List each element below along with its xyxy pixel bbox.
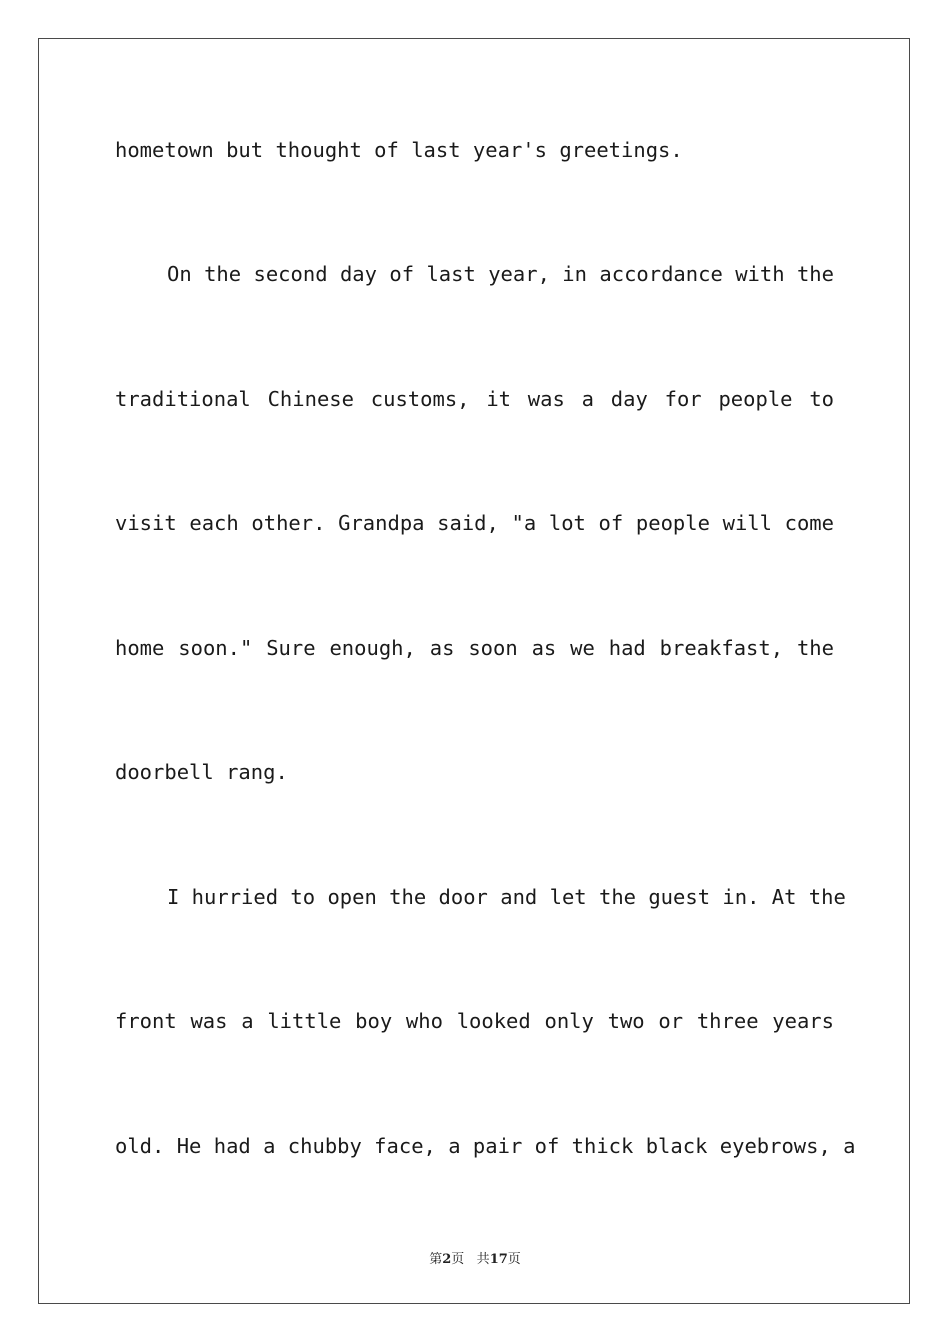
text-line: old. He had a chubby face, a pair of thick black eyebrows, a <box>115 1134 856 1158</box>
text-line: home soon." Sure enough, as soon as we had breakfast, the <box>115 636 834 660</box>
text-line: hometown but thought of last year's greetings. <box>115 138 683 162</box>
page-prefix: 第 <box>429 1252 443 1267</box>
text-line: On the second day of last year, in accordance with the <box>167 262 834 286</box>
text-line: doorbell rang. <box>115 760 288 784</box>
page-suffix: 页 <box>451 1252 465 1267</box>
total-pages: 17 <box>489 1252 508 1267</box>
text-line: visit each other. Grandpa said, "a lot of people will come <box>115 511 834 535</box>
text-line: I hurried to open the door and let the guest in. At the <box>167 885 846 909</box>
text-line: traditional Chinese customs, it was a day for people to <box>115 387 834 411</box>
page-footer <box>0 1248 950 1267</box>
text-line: front was a little boy who looked only two or three years <box>115 1009 834 1033</box>
total-prefix: 共 <box>476 1252 490 1267</box>
page-border <box>38 38 910 1304</box>
page-number: 2 <box>442 1252 452 1267</box>
total-suffix: 页 <box>507 1252 521 1267</box>
